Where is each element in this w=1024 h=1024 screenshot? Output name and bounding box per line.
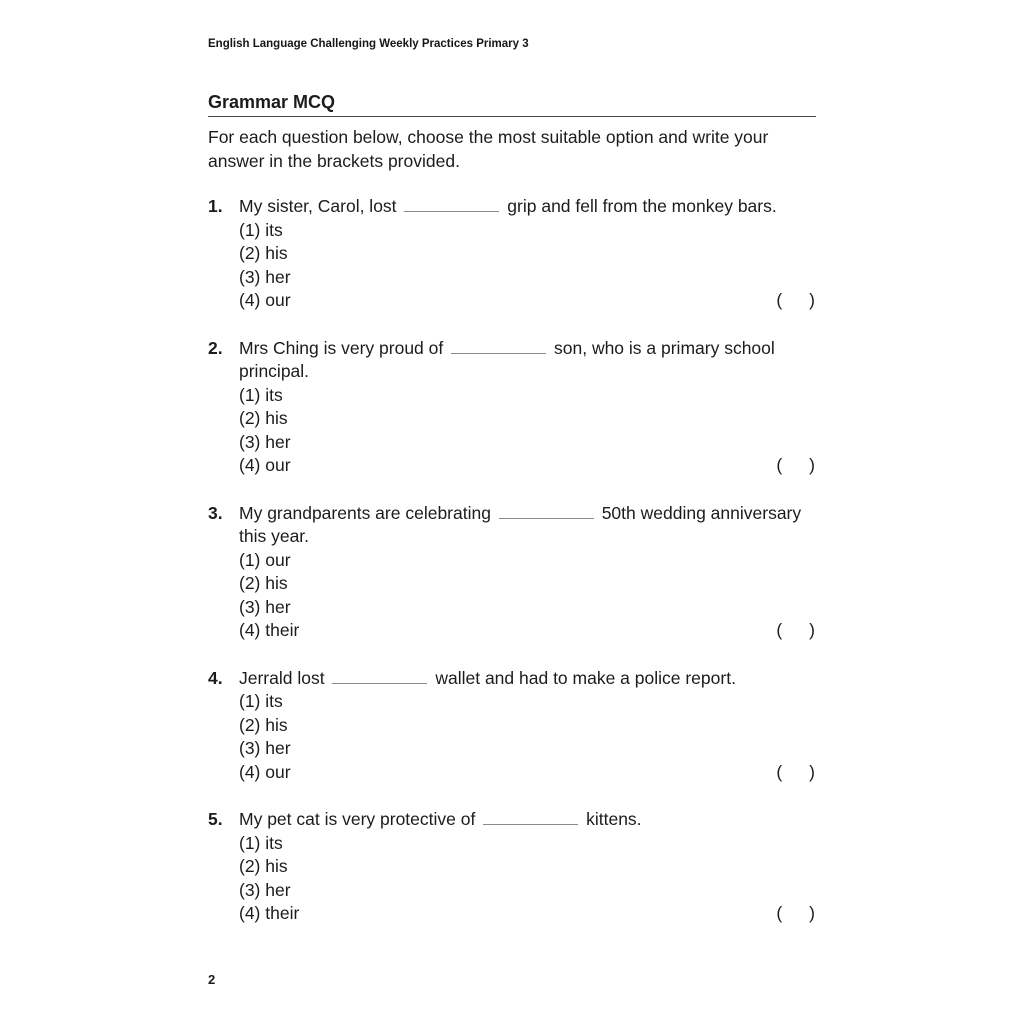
question-item xyxy=(208,337,816,478)
option-row xyxy=(239,219,816,243)
option-row xyxy=(239,902,816,926)
option-label: (2) his xyxy=(239,408,288,428)
question-text-before-blank: My pet cat is very protective of xyxy=(239,809,476,829)
answer-bracket xyxy=(776,902,816,926)
question-text-after-blank: son, who is a primary school principal. xyxy=(239,337,775,381)
answer-blank-line xyxy=(499,503,594,519)
option-label: (4) our xyxy=(239,455,291,475)
question-text-before-blank: Jerrald lost xyxy=(239,667,325,688)
option-label: (2) his xyxy=(239,856,288,876)
bracket-close: ) xyxy=(809,455,815,475)
option-row xyxy=(239,832,816,856)
option-row xyxy=(239,619,816,643)
question-item xyxy=(208,808,816,926)
question-number: 4. xyxy=(208,667,223,688)
instructions-text: For each question below, choose the most suitable option and write your answer in the brackets provided. xyxy=(208,127,769,171)
bracket-close: ) xyxy=(809,761,815,782)
option-row xyxy=(239,855,816,879)
question-text-after-blank: 50th wedding anniversary this year. xyxy=(239,502,802,546)
question-text-before-blank: Mrs Ching is very proud of xyxy=(239,337,444,358)
answer-bracket xyxy=(776,454,816,478)
option-row xyxy=(239,737,816,761)
option-label: (1) its xyxy=(239,691,283,711)
option-label: (1) our xyxy=(239,549,291,570)
bracket-open: ( xyxy=(776,290,783,310)
option-row xyxy=(239,242,816,266)
question-sentence-row xyxy=(208,667,816,691)
answer-bracket xyxy=(776,289,816,313)
question-sentence-row xyxy=(208,502,816,549)
option-label: (2) his xyxy=(239,243,288,263)
answer-blank-line xyxy=(332,668,427,684)
option-label: (3) her xyxy=(239,879,291,900)
answer-bracket xyxy=(776,619,816,643)
option-row xyxy=(239,596,816,620)
option-row xyxy=(239,549,816,573)
option-label: (2) his xyxy=(239,714,288,735)
question-text xyxy=(239,195,816,219)
page-content xyxy=(208,37,816,950)
question-text-after-blank: wallet and had to make a police report. xyxy=(435,667,736,688)
option-label: (4) their xyxy=(239,620,300,640)
question-sentence-row xyxy=(208,337,816,384)
option-row xyxy=(239,407,816,431)
option-label: (3) her xyxy=(239,738,291,758)
option-list xyxy=(239,384,816,478)
question-item xyxy=(208,667,816,785)
question-number: 3. xyxy=(208,502,223,523)
question-text-before-blank: My sister, Carol, lost xyxy=(239,196,397,216)
option-row xyxy=(239,454,816,478)
option-row xyxy=(239,572,816,596)
option-label: (1) its xyxy=(239,832,283,853)
bracket-open: ( xyxy=(776,455,783,475)
answer-blank-line xyxy=(483,809,578,825)
question-number: 1. xyxy=(208,196,223,216)
option-label: (4) our xyxy=(239,761,291,782)
option-list xyxy=(239,549,816,643)
answer-blank-line xyxy=(404,196,499,212)
option-label: (1) its xyxy=(239,384,283,405)
bracket-close: ) xyxy=(809,290,815,310)
bracket-open: ( xyxy=(776,761,783,782)
section-title: Grammar MCQ xyxy=(208,92,816,117)
question-number: 5. xyxy=(208,809,223,829)
option-list xyxy=(239,832,816,926)
bracket-open: ( xyxy=(776,620,783,640)
question-number: 2. xyxy=(208,337,223,358)
option-row xyxy=(239,690,816,714)
question-text xyxy=(239,337,816,384)
option-label: (1) its xyxy=(239,219,283,240)
bracket-close: ) xyxy=(809,903,815,923)
question-sentence-row xyxy=(208,195,816,219)
question-text xyxy=(239,502,816,549)
option-row xyxy=(239,384,816,408)
bracket-close: ) xyxy=(809,620,815,640)
option-list xyxy=(239,690,816,784)
question-text xyxy=(239,808,816,832)
option-row xyxy=(239,266,816,290)
question-text-after-blank: grip and fell from the monkey bars. xyxy=(507,196,777,216)
page-number: 2 xyxy=(208,972,216,987)
option-label: (2) his xyxy=(239,573,288,593)
option-row xyxy=(239,431,816,455)
running-head: English Language Challenging Weekly Practices Primary 3 xyxy=(208,38,529,50)
bracket-open: ( xyxy=(776,903,783,923)
option-label: (3) her xyxy=(239,431,291,452)
question-text-after-blank: kittens. xyxy=(586,809,642,829)
question-item xyxy=(208,195,816,313)
option-row xyxy=(239,879,816,903)
option-label: (4) our xyxy=(239,290,291,310)
question-item xyxy=(208,502,816,643)
answer-blank-line xyxy=(451,338,546,354)
answer-bracket xyxy=(776,761,816,785)
option-label: (4) their xyxy=(239,903,300,923)
option-row xyxy=(239,761,816,785)
question-sentence-row xyxy=(208,808,816,832)
option-label: (3) her xyxy=(239,266,291,287)
question-text xyxy=(239,667,816,691)
question-list xyxy=(208,195,816,926)
option-list xyxy=(239,219,816,313)
option-row xyxy=(239,714,816,738)
question-text-before-blank: My grandparents are celebrating xyxy=(239,502,491,523)
option-label: (3) her xyxy=(239,596,291,617)
option-row xyxy=(239,289,816,313)
